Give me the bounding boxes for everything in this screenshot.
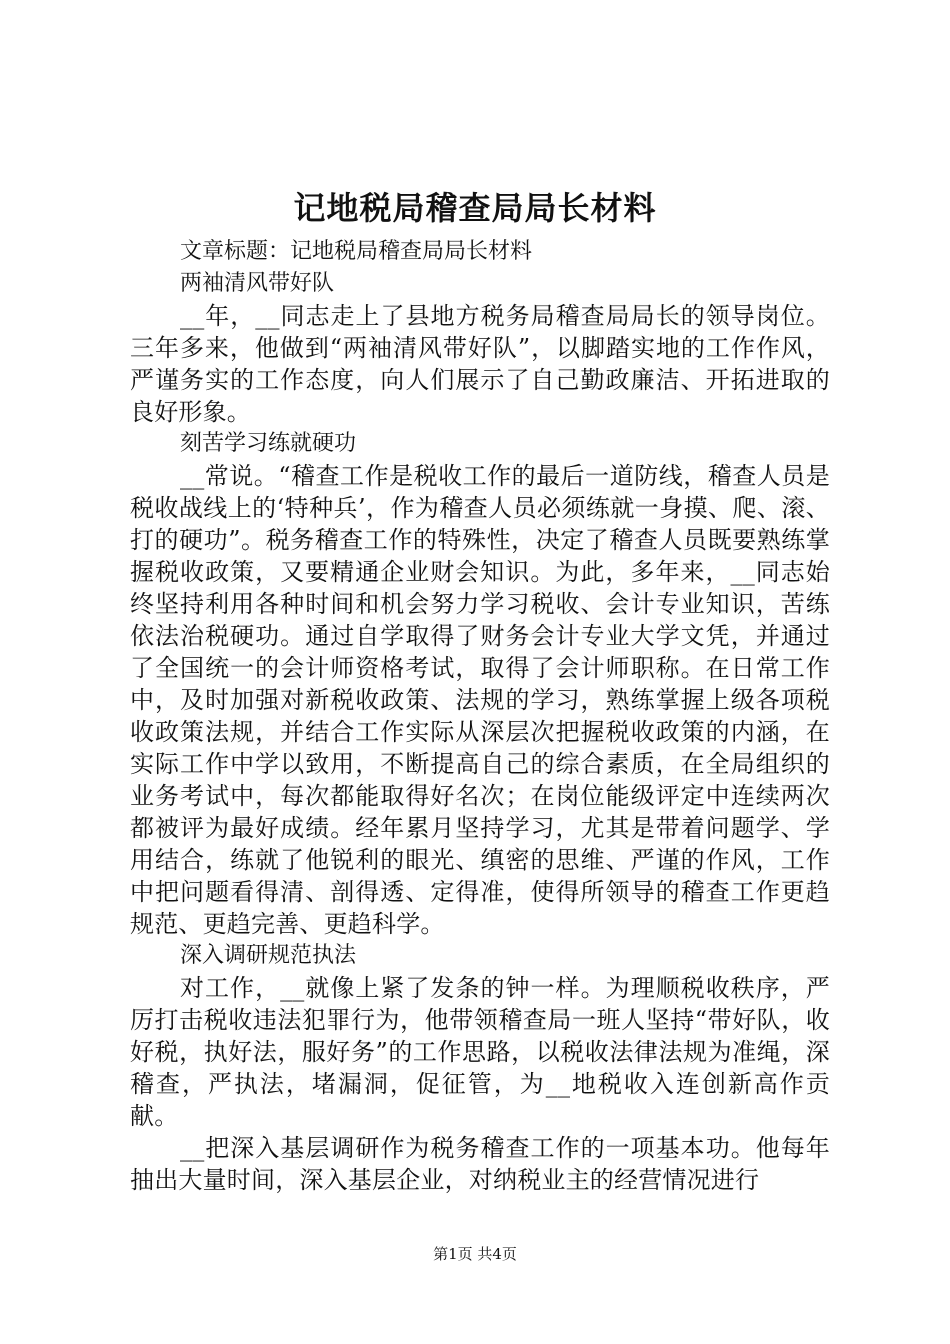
article-title-line: 文章标题：记地税局稽查局局长材料 <box>180 239 533 264</box>
section-heading: 深入调研规范执法 <box>180 943 357 968</box>
body-paragraph: __把深入基层调研作为税务稽查工作的一项基本功。他每年抽出大量时间，深入基层企业，对纳税业主的经营情况进行 <box>130 1134 830 1194</box>
section-heading: 刻苦学习练就硬功 <box>180 431 357 456</box>
section-heading: 两袖清风带好队 <box>180 271 335 296</box>
document-body <box>130 236 830 1196</box>
body-paragraph: __年，__同志走上了县地方税务局稽查局局长的领导岗位。三年多来，他做到“两袖清风带好队”，以脚踏实地的工作作风，严谨务实的工作态度，向人们展示了自己勤政廉洁、开拓进取的良好形象。 <box>130 302 830 426</box>
page-footer: 第1页 共4页 <box>433 1245 517 1263</box>
document-title: 记地税局稽查局局长材料 <box>293 189 657 227</box>
body-paragraph: 对工作，__就像上紧了发条的钟一样。为理顺税收秩序，严厉打击税收违法犯罪行为，他带领稽查局一班人坚持“带好队，收好税，执好法，服好务”的工作思路，以税收法律法规为准绳，深稽查，严执法，堵漏洞，促征管，为__地税收入连创新高作贡献。 <box>130 974 830 1130</box>
body-paragraph: __常说。“稽查工作是税收工作的最后一道防线，稽查人员是税收战线上的‘特种兵’，作为稽查人员必须练就一身摸、爬、滚、打的硬功”。税务稽查工作的特殊性，决定了稽查人员既要熟练掌握税收政策，又要精通企业财会知识。为此，多年来，__同志始终坚持利用各种时间和机会努力学习税收、会计专业知识，苦练依法治税硬功。通过自学取得了财务会计专业大学文凭，并通过了全国统一的会计师资格考试，取得了会计师职称。在日常工作中，及时加强对新税收政策、法规的学习，熟练掌握上级各项税收政策法规，并结合工作实际从深层次把握税收政策的内涵，在实际工作中学以致用，不断提高自己的综合素质，在全局组织的业务考试中，每次都能取得好名次；在岗位能级评定中连续两次都被评为最好成绩。经年累月坚持学习，尤其是带着问题学、学用结合，练就了他锐利的眼光、缜密的思维、严谨的作风，工作中把问题看得清、剖得透、定得准，使得所领导的稽查工作更趋规范、更趋完善、更趋科学。 <box>130 462 830 938</box>
